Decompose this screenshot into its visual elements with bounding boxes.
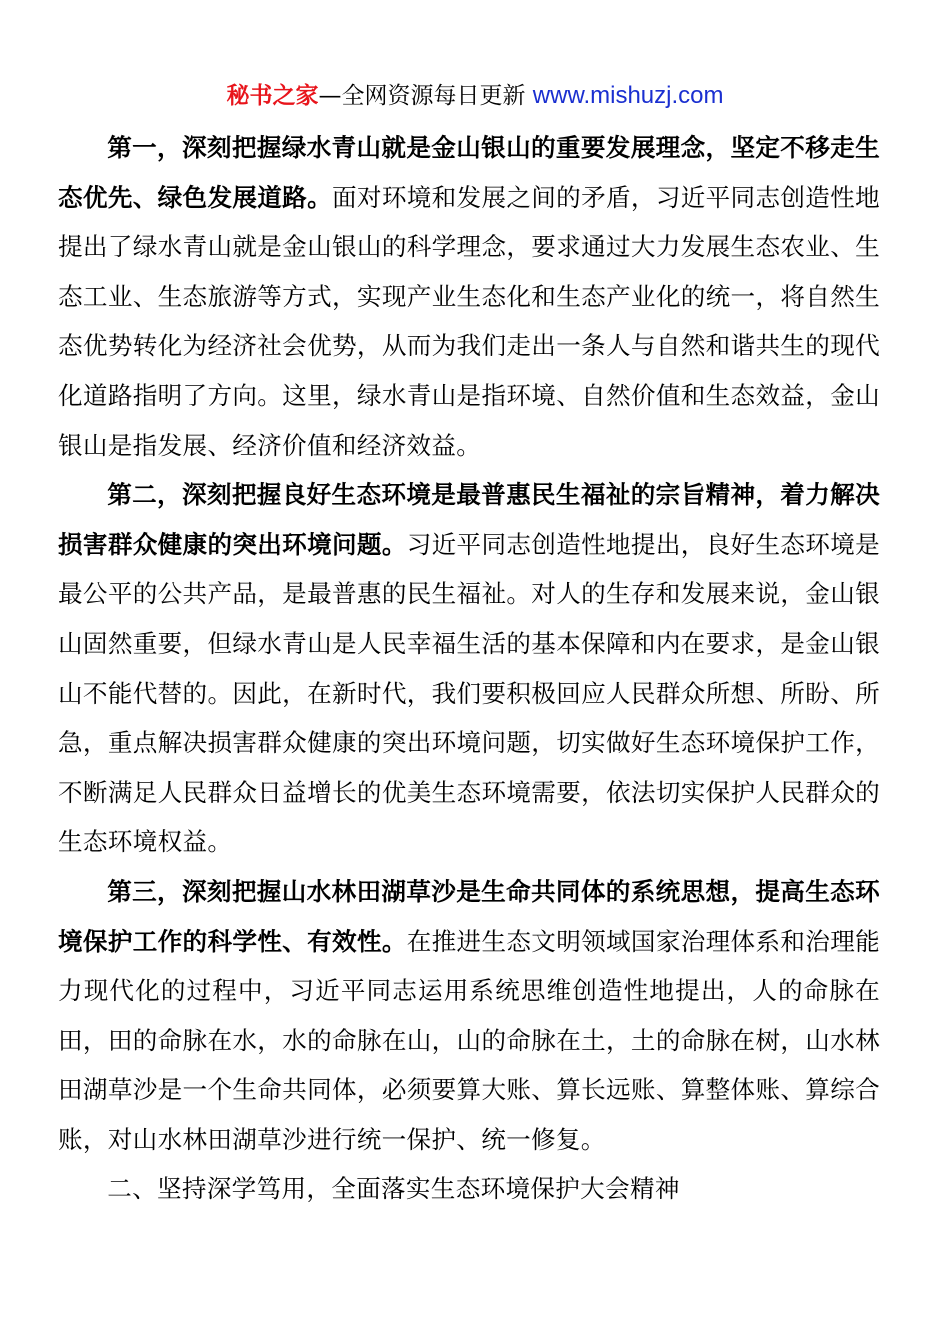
paragraph-3-lead: 第三，深刻把握山水林田湖草沙是生命共同体的系统思想，提高生态环境保护工作的科学性、有效性。 xyxy=(58,876,880,956)
paragraph-1-text: 面对环境和发展之间的矛盾，习近平同志创造性地提出了绿水青山就是金山银山的科学理念，要求通过大力发展生态农业、生态工业、生态旅游等方式，实现产业生态化和生态产业化的统一，将自然生态优势转化为经济社会优势，从而为我们走出一条人与自然和谐共生的现代化道路指明了方向。这里，绿水青山是指环境、自然价值和生态效益，金山银山是指发展、经济价值和经济效益。 xyxy=(58,182,880,460)
paragraph-2 xyxy=(58,470,880,867)
paragraph-3 xyxy=(58,867,880,1165)
paragraph-2-lead: 第二，深刻把握良好生态环境是最普惠民生福祉的宗旨精神，着力解决损害群众健康的突出环境问题。 xyxy=(58,480,880,559)
site-tagline: —全网资源每日更新 xyxy=(318,83,533,109)
document-body xyxy=(58,123,880,1214)
paragraph-1 xyxy=(58,123,880,470)
site-header xyxy=(0,80,950,112)
site-url-link[interactable]: www.mishuzj.com xyxy=(532,82,724,109)
paragraph-2-text: 习近平同志创造性地提出，良好生态环境是最公平的公共产品，是最普惠的民生福祉。对人的生存和发展来说，金山银山固然重要，但绿水青山是人民幸福生活的基本保障和内在要求，是金山银山不能代替的。因此，在新时代，我们要积极回应人民群众所想、所盼、所急，重点解决损害群众健康的突出环境问题，切实做好生态环境保护工作，不断满足人民群众日益增长的优美生态环境需要，依法切实保护人民群众的生态环境权益。 xyxy=(58,529,880,857)
site-brand: 秘书之家 xyxy=(226,83,319,109)
section-heading: 二、坚持深学笃用，全面落实生态环境保护大会精神 xyxy=(107,1174,680,1204)
paragraph-3-text: 在推进生态文明领域国家治理体系和治理能力现代化的过程中，习近平同志运用系统思维创造性地提出，人的命脉在田，田的命脉在水，水的命脉在山，山的命脉在土，土的命脉在树，山水林田湖草沙是一个生命共同体，必须要算大账、算长远账、算整体账、算综合账，对山水林田湖草沙进行统一保护、统一修复。 xyxy=(58,926,880,1154)
paragraph-1-lead: 第一，深刻把握绿水青山就是金山银山的重要发展理念，坚定不移走生态优先、绿色发展道路。 xyxy=(58,133,880,212)
